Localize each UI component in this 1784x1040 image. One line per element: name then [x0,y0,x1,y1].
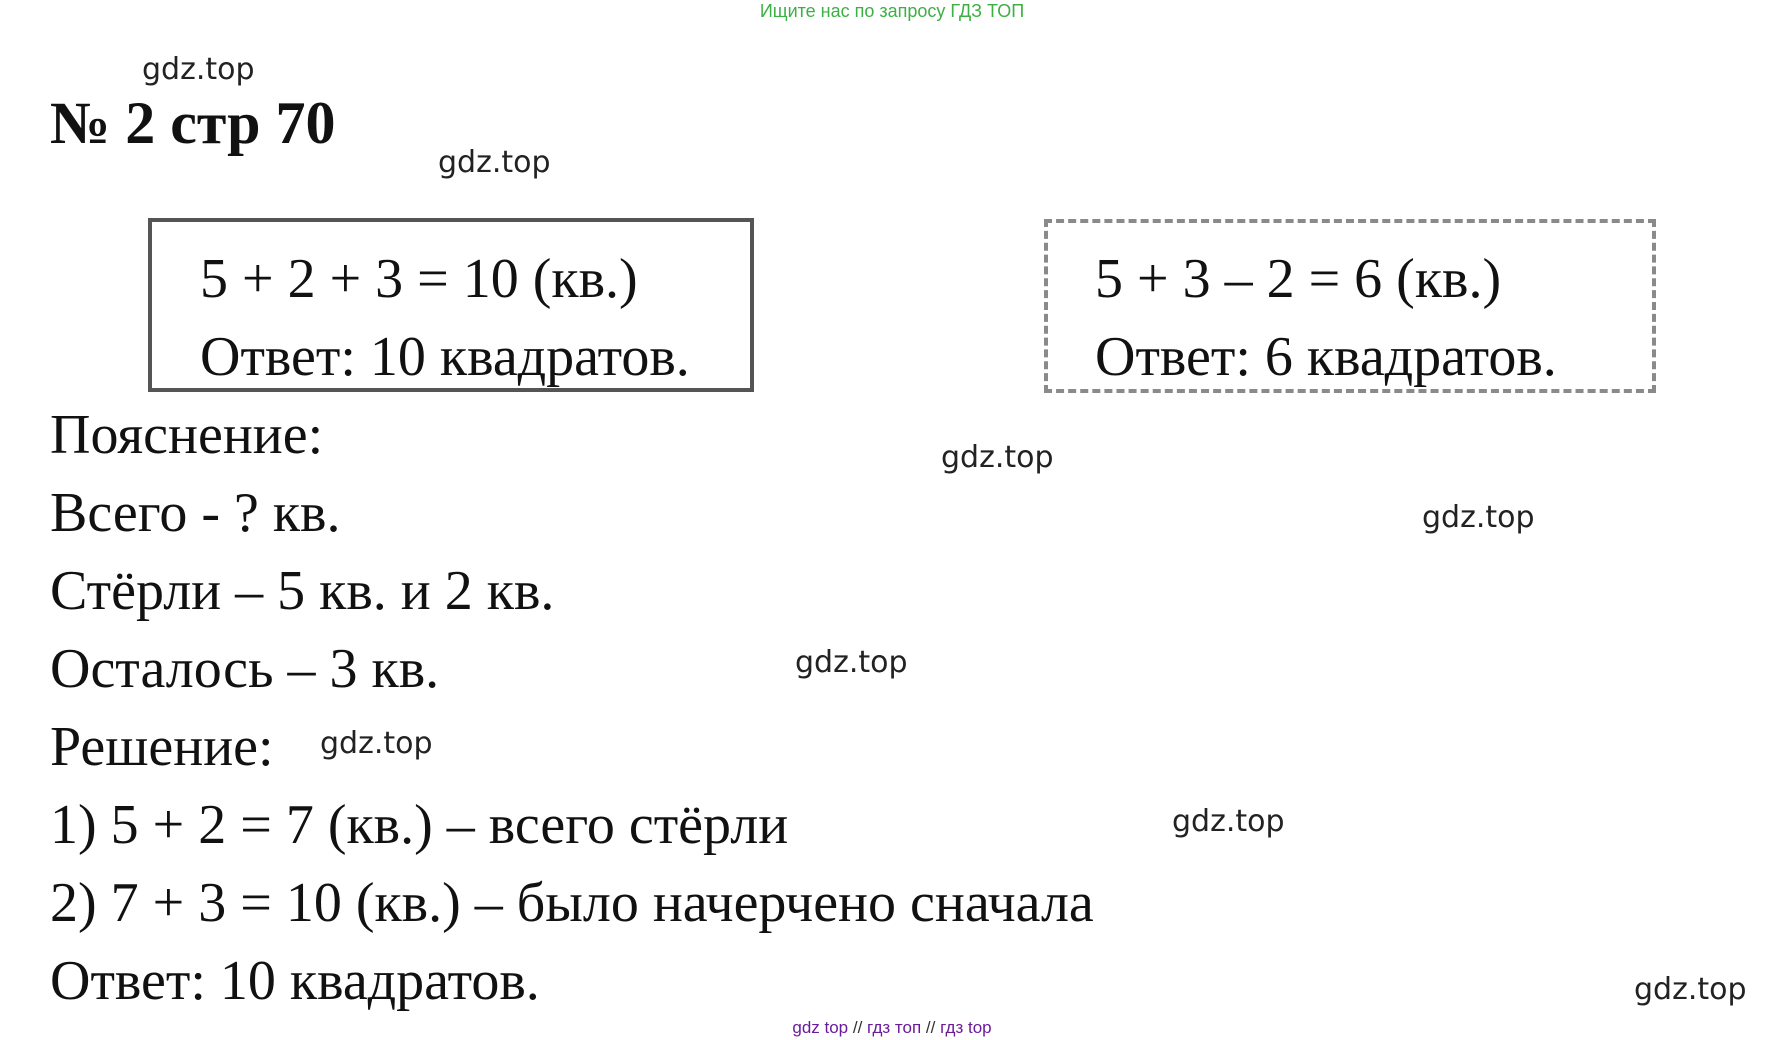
explanation-erased: Стёрли – 5 кв. и 2 кв. [50,560,555,622]
solution-heading: Решение: [50,716,274,778]
explanation-left: Осталось – 3 кв. [50,638,440,700]
footer-link-gdz-top-mixed[interactable]: гдз top [940,1018,992,1037]
watermark: gdz.top [320,726,433,761]
footer-links [0,1018,1784,1038]
footer-separator: // [925,1018,936,1037]
box-left-equation: 5 + 2 + 3 = 10 (кв.) [200,248,638,310]
box-right-answer: Ответ: 6 квадратов. [1095,326,1557,388]
box-left-answer: Ответ: 10 квадратов. [200,326,690,388]
solution-answer: Ответ: 10 квадратов. [50,950,540,1012]
box-right-equation: 5 + 3 – 2 = 6 (кв.) [1095,248,1502,310]
watermark: gdz.top [1422,500,1535,535]
explanation-total: Всего - ? кв. [50,482,341,544]
footer-separator: // [852,1018,863,1037]
footer-link-gdz-top-ru[interactable]: гдз топ [867,1018,922,1037]
watermark: gdz.top [795,645,908,680]
explanation-heading: Пояснение: [50,404,324,466]
footer-link-gdz-top[interactable]: gdz top [792,1018,849,1037]
page-title: № 2 стр 70 [50,90,336,156]
watermark: gdz.top [1634,972,1747,1007]
watermark: gdz.top [438,145,551,180]
watermark: gdz.top [941,440,1054,475]
watermark: gdz.top [1172,804,1285,839]
search-hint-banner: Ищите нас по запросу ГДЗ ТОП [759,1,1025,21]
solution-step-1: 1) 5 + 2 = 7 (кв.) – всего стёрли [50,794,789,856]
watermark: gdz.top [142,52,255,87]
solution-step-2: 2) 7 + 3 = 10 (кв.) – было начерчено сначала [50,872,1094,934]
